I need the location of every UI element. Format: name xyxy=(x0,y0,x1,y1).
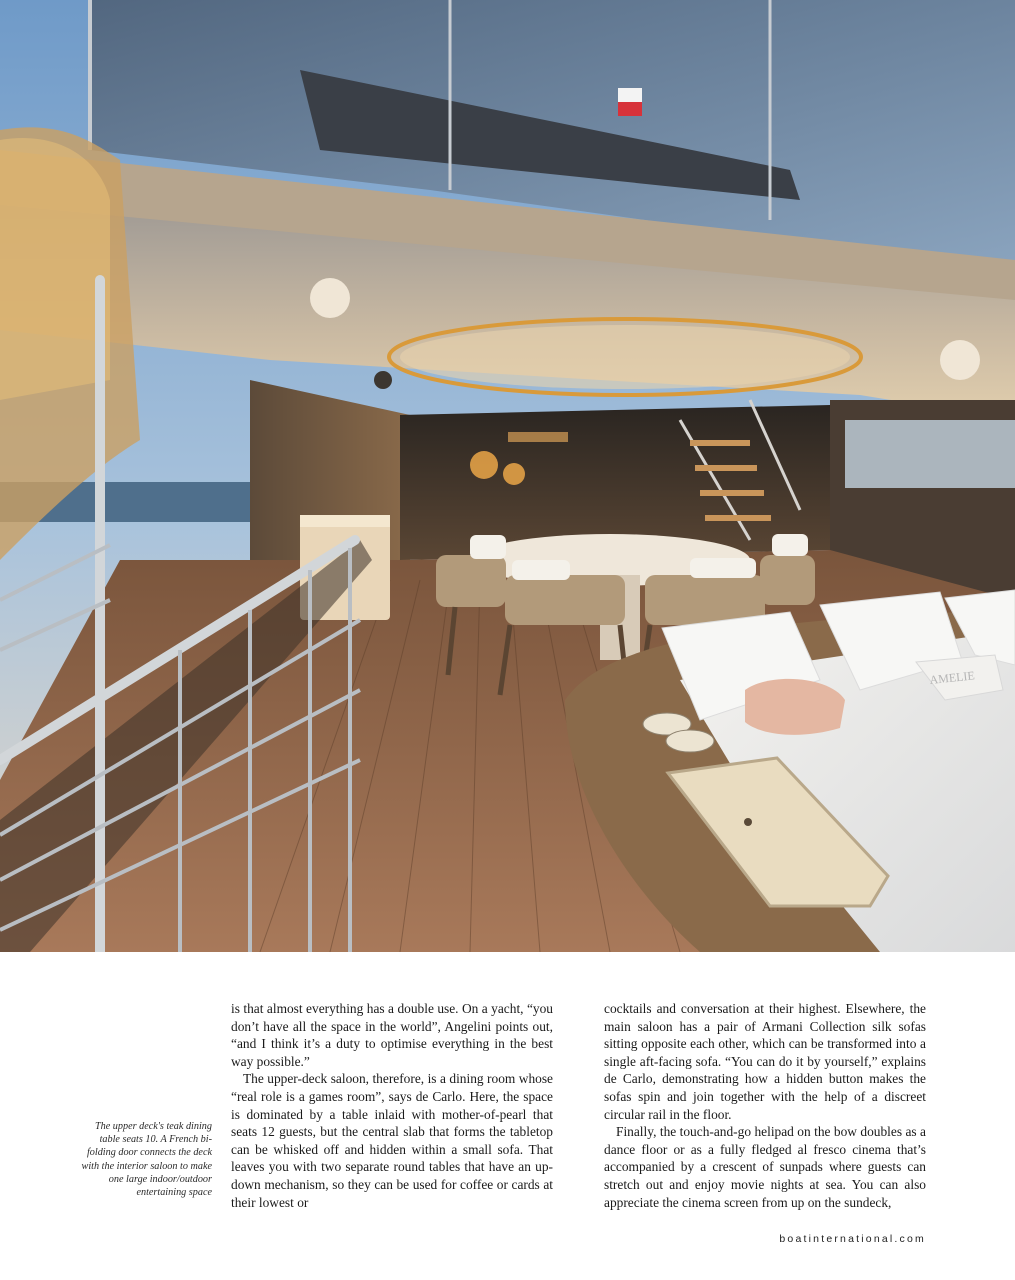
paragraph: Finally, the touch-and-go helipad on the bow doubles as a dance floor or as a fully fledged al fresco cinema that’s accompanied by a crescent of sunpads where guests can stretch out and enjoy movie nights at sea. You can also appreciate the cinema screen from up on the sundeck, xyxy=(604,1124,926,1210)
article-column-right xyxy=(604,1000,926,1211)
paragraph: The upper-deck saloon, therefore, is a dining room whose “real role is a games room”, says de Carlo. Here, the space is dominated by a table inlaid with mother-of-pearl that seats 12 guests, but the central slab that forms the tabletop can be whisked off and hidden within a small sofa. That leaves you with two separate round tables that have an up-down mechanism, so they can be used for coffee or cards at their lowest or xyxy=(231,1071,553,1210)
cushion-embroidery: AMELIE xyxy=(928,668,976,687)
photo-caption: The upper deck's teak dining table seats 10. A French bi-folding door connects the deck with the interior saloon to make one large indoor/outdoor entertaining space xyxy=(81,1121,212,1199)
article-column-left xyxy=(231,1000,553,1211)
footer-website: boatinternational.com xyxy=(779,1233,926,1245)
paragraph: cocktails and conversation at their highest. Elsewhere, the main saloon has a pair of Armani Collection silk sofas sitting opposite each other, which can be transformed into a single aft-facing sofa. “You can do it by yourself,” explains de Carlo, demonstrating how a hidden button makes the sofas spin and join together with the help of a discreet circular rail in the floor. xyxy=(604,1001,926,1122)
paragraph: is that almost everything has a double use. On a yacht, “you don’t have all the space in the world”, Angelini points out, “and I think it’s a duty to optimise everything in the best way possible.” xyxy=(231,1001,553,1069)
